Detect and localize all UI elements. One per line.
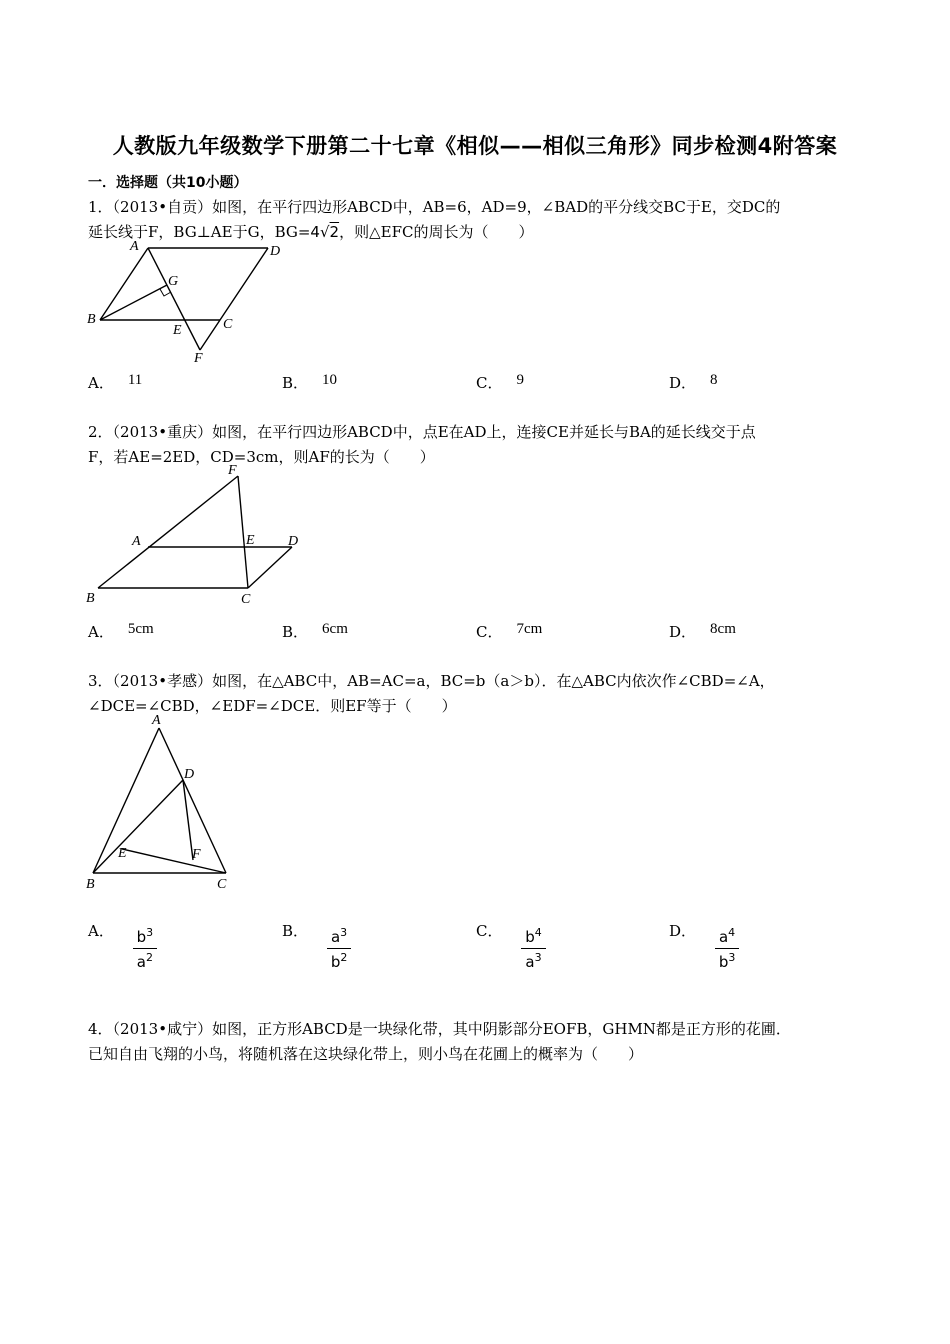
q3-segment-ce <box>122 849 226 873</box>
q1-segment-ba <box>100 248 148 320</box>
q3-option-c[interactable] <box>476 920 546 971</box>
q3-line2: ∠DCE=∠CBD，∠EDF=∠DCE．则EF等于（ ） <box>88 697 457 715</box>
q4-line2: 已知自由飞翔的小鸟，将随机落在这块绿化带上，则小鸟在花圃上的概率为（ ） <box>88 1045 644 1063</box>
option-value: 5cm <box>127 621 154 637</box>
q1-label-c: C <box>223 317 233 332</box>
q3-option-a[interactable] <box>88 920 157 971</box>
q2-label-c: C <box>241 592 251 607</box>
fraction: $\frac{a^3}{b^2}$ <box>327 926 352 971</box>
q3-option-b[interactable] <box>282 920 351 971</box>
q1-figure <box>80 238 300 368</box>
option-value: 6cm <box>322 621 348 637</box>
q2-line1: 2．（2013•重庆）如图，在平行四边形ABCD中，点E在AD上，连接CE并延长与BA的延长线交于点 <box>88 423 756 441</box>
option-value: 8 <box>710 372 718 388</box>
option-letter: A． <box>88 922 114 940</box>
section-heading: 一．选择题（共10小题） <box>88 175 248 191</box>
option-value: 7cm <box>516 621 543 637</box>
q1-label-d: D <box>270 244 281 259</box>
q1-label-f: F <box>194 351 203 366</box>
q1-segment-df <box>200 248 268 350</box>
q2-segment-bf <box>98 476 238 588</box>
q3-label-c: C <box>217 877 227 892</box>
page-title: 人教版九年级数学下册第二十七章《相似——相似三角形》同步检测4附答案 <box>112 134 838 158</box>
q1-line1: 1．（2013•自贡）如图，在平行四边形ABCD中，AB=6，AD=9，∠BAD的平分线交BC于E，交DC的 <box>88 198 781 216</box>
q3-option-d[interactable] <box>669 920 739 971</box>
option-letter: C． <box>476 374 503 392</box>
fraction: $\frac{a^4}{b^3}$ <box>715 926 740 971</box>
option-letter: B． <box>282 623 309 641</box>
option-letter: B． <box>282 922 309 940</box>
q3-label-d: D <box>184 767 195 782</box>
q2-segment-fc <box>238 476 248 588</box>
option-letter: A． <box>88 374 114 392</box>
q3-label-e: E <box>118 846 127 861</box>
q1-label-g: G <box>168 274 179 289</box>
option-value: 11 <box>127 372 143 388</box>
fraction: $\frac{b^4}{a^3}$ <box>521 926 546 971</box>
q3-label-b: B <box>86 877 95 892</box>
q2-label-d: D <box>288 534 299 549</box>
q1-option-c[interactable] <box>476 372 524 393</box>
q2-segment-dc <box>248 547 292 588</box>
option-letter: C． <box>476 922 503 940</box>
q2-label-b: B <box>86 591 95 606</box>
option-letter: B． <box>282 374 309 392</box>
q4-line1: 4．（2013•咸宁）如图，正方形ABCD是一块绿化带，其中阴影部分EOFB，GHMN都是正方形的花圃． <box>88 1020 791 1038</box>
sqrt-radicand: 2 <box>329 223 340 241</box>
sqrt-expression: 4√2 <box>310 223 340 241</box>
q1-label-a: A <box>130 239 139 254</box>
option-letter: D． <box>669 922 697 940</box>
option-value: 8cm <box>710 621 736 637</box>
q2-option-b[interactable] <box>282 621 348 642</box>
option-letter: C． <box>476 623 503 641</box>
q1-line2-text-a: 延长线于F，BG⊥AE于G，BG= <box>88 223 311 241</box>
q2-label-a: A <box>132 534 141 549</box>
q1-segment-bg <box>100 285 167 320</box>
q1-label-b: B <box>87 312 96 327</box>
q2-line2: F，若AE=2ED，CD=3cm，则AF的长为（ ） <box>88 448 435 466</box>
q1-option-b[interactable] <box>282 372 337 393</box>
fraction: $\frac{b^3}{a^2}$ <box>133 926 158 971</box>
option-value: 10 <box>322 372 338 388</box>
q2-option-d[interactable] <box>669 621 736 642</box>
q3-figure <box>80 710 250 895</box>
option-value: 9 <box>516 372 524 388</box>
option-letter: D． <box>669 623 697 641</box>
q2-label-e: E <box>246 533 255 548</box>
q1-option-d[interactable] <box>669 372 718 393</box>
option-letter: A． <box>88 623 114 641</box>
q2-option-c[interactable] <box>476 621 542 642</box>
q3-segment-bd <box>93 780 183 873</box>
option-letter: D． <box>669 374 697 392</box>
q2-label-f: F <box>228 463 237 478</box>
q3-line1: 3．（2013•孝感）如图，在△ABC中，AB=AC=a，BC=b（a＞b）．在△ABC内依次作∠CBD=∠A， <box>88 672 775 690</box>
q2-figure <box>80 460 320 610</box>
q3-label-f: F <box>192 847 201 862</box>
q1-line2-text-b: ，则△EFC的周长为（ ） <box>339 223 534 241</box>
sqrt-coefficient: 4 <box>310 223 320 241</box>
q1-label-e: E <box>173 323 182 338</box>
q2-option-a[interactable] <box>88 621 154 642</box>
q1-option-a[interactable] <box>88 372 142 393</box>
q3-label-a: A <box>152 713 161 728</box>
